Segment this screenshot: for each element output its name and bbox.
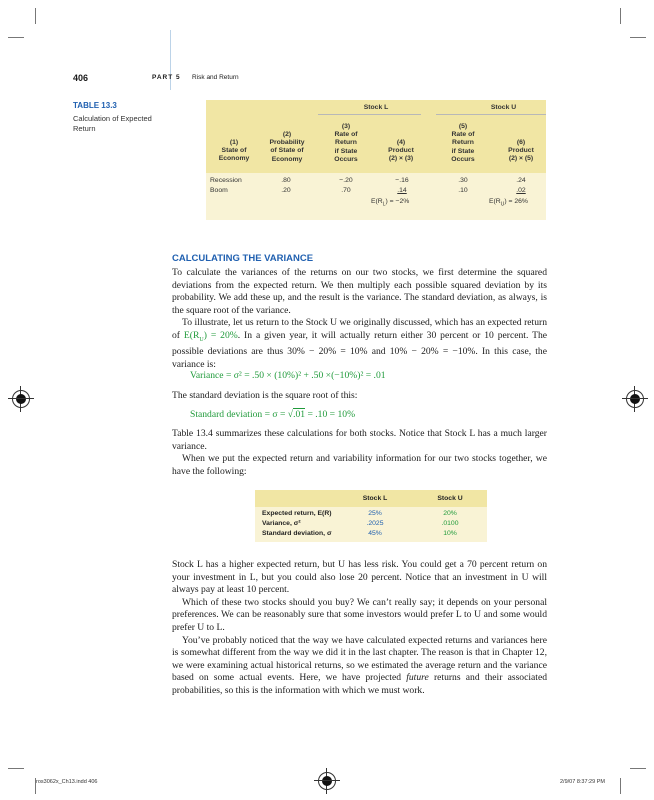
margin-guide (170, 30, 171, 90)
col-header-1: (1) State of Economy (218, 139, 250, 163)
paragraph: To calculate the variances of the returns on our two stocks, we first determine the squared deviations from the expected return. We then multiply each possible squared deviation by its probability. We add these up, and the result is the variance. The standard deviation, as always, is the square root of the variance. (172, 267, 547, 316)
expected-return-u: $E(R_U) = 26\%$ (489, 198, 528, 208)
col-header-6: (6) Product (2) × (5) (508, 139, 534, 163)
sd-equation: Standard deviation = σ = √.01 = .10 = 10% (190, 409, 356, 420)
row-recession-product-l: −.16 (395, 177, 409, 184)
row-boom-return-l: .70 (341, 187, 351, 194)
part-title: Risk and Return (192, 74, 239, 81)
expected-return-l: $E(R_L) = -2\%$ (371, 198, 410, 208)
row-boom-state: Boom (210, 187, 228, 194)
text-block-2 (172, 390, 547, 403)
table-13-3-label: TABLE 13.3 (73, 101, 117, 110)
header-stock-u: Stock U (437, 495, 463, 502)
footer-timestamp: 2/9/07 8:37:29 PM (560, 779, 605, 785)
row-recession-state: Recession (210, 177, 242, 184)
paragraph: Stock L has a higher expected return, but U has less risk. You could get a 70 percent return on your investment in L, but you could also lose 20 percent. Notice that an investment in U will always pay at least 10 percent. (172, 559, 547, 596)
table-13-3 (206, 100, 546, 220)
row-boom-prob: .20 (281, 187, 291, 194)
row-label-std-dev: Standard deviation, σ (262, 530, 332, 537)
crop-mark (630, 37, 646, 38)
expected-return-l-value: 25% (368, 510, 382, 517)
footer-file: ros3062x_Ch13.indd 406 (36, 779, 98, 785)
registration-mark-icon (12, 390, 30, 408)
row-recession-prob: .80 (281, 177, 291, 184)
paragraph: Which of these two stocks should you buy? We can’t really say; it depends on your personal preferences. We can be reasonably sure that some investors would prefer L to U and some would prefer U to L. (172, 596, 547, 633)
crop-mark (620, 8, 621, 24)
row-recession-product-u: .24 (516, 177, 526, 184)
row-boom-product-u: .02 (516, 187, 526, 194)
table-13-4 (255, 490, 487, 542)
row-recession-return-l: −.20 (339, 177, 353, 184)
paragraph: The standard deviation is the square root of this: (172, 390, 358, 401)
part-label: PART 5 (152, 74, 181, 81)
text-block-4 (172, 559, 547, 698)
row-label-expected-return: Expected return, E(R) (262, 510, 332, 517)
crop-mark (8, 37, 24, 38)
col-header-2: (2) Probability of State of Economy (269, 131, 305, 163)
group-header-stock-l: Stock L (363, 104, 389, 111)
registration-mark-icon (626, 390, 644, 408)
table-13-3-caption: Calculation of Expected Return (73, 114, 152, 133)
row-label-variance: Variance, σ² (262, 520, 301, 527)
variance-l-value: .2025 (366, 520, 384, 527)
row-boom-product-l: .14 (397, 187, 407, 194)
text-block-3 (172, 428, 547, 478)
page-number: 406 (73, 73, 89, 83)
crop-mark (8, 768, 24, 769)
group-header-stock-u: Stock U (490, 104, 517, 111)
col-header-5: (5) Rate of Return if State Occurs (451, 123, 475, 163)
variance-equation: Variance = σ² = .50 × (10%)² + .50 ×(−10%)² = .01 (190, 370, 386, 381)
section-heading: CALCULATING THE VARIANCE (172, 253, 314, 264)
crop-mark (620, 778, 621, 794)
header-stock-l: Stock L (362, 495, 388, 502)
paragraph: Table 13.4 summarizes these calculations for both stocks. Notice that Stock L has a much larger variance. (172, 428, 547, 452)
registration-mark-icon (318, 772, 336, 790)
std-dev-l-value: 45% (368, 530, 382, 537)
row-boom-return-u: .10 (458, 187, 468, 194)
text-block-1 (172, 267, 547, 372)
col-header-3: (3) Rate of Return if State Occurs (334, 123, 358, 163)
paragraph: You’ve probably noticed that the way we have calculated expected returns and variances here is somewhat different from the way we did it in the last chapter. The reason is that in Chapter 12, we were examining actual historical returns, so we estimated the average return and the variance based on some actual events. Here, we have projected future returns and their associated probabilities, so this is the information with which we must work. (172, 634, 548, 696)
std-dev-u-value: 10% (443, 530, 457, 537)
variance-u-value: .0100 (441, 520, 459, 527)
paragraph: When we put the expected return and variability information for our two stocks together, we have the following: (172, 453, 547, 477)
crop-mark (630, 768, 646, 769)
crop-mark (35, 8, 36, 24)
expected-return-u-value: 20% (443, 510, 457, 517)
paragraph: To illustrate, let us return to the Stock U we originally discussed, which has an expected return of $E(R_U) = 20\%$. In a given year, it will actually return either 30 percent or 10 percent. The possible deviations are thus 30% − 20% = 10% and 10% − 20% = −10%. In this case, the variance is: (172, 317, 547, 371)
col-header-4: (4) Product (2) × (3) (388, 139, 414, 163)
row-recession-return-u: .30 (458, 177, 468, 184)
